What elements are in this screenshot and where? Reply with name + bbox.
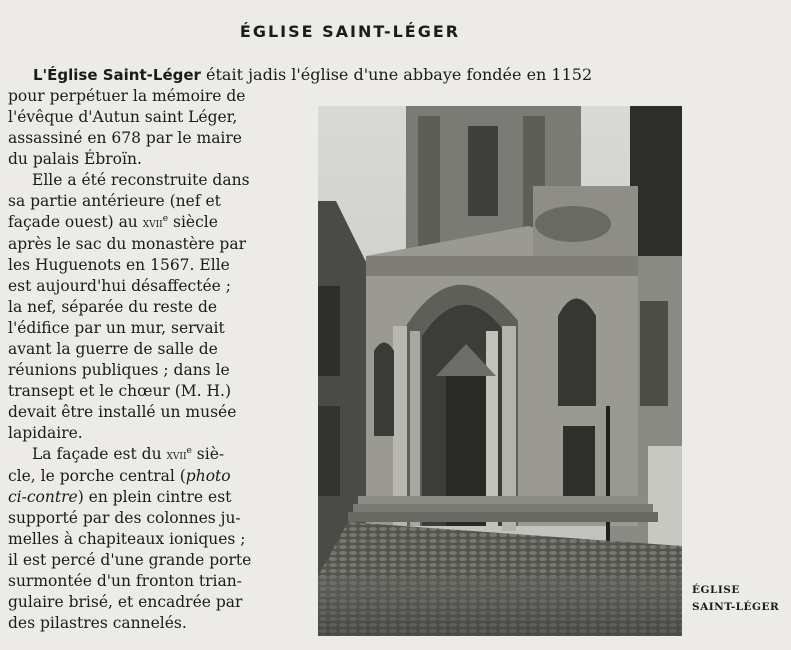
text-line: La façade est du xvii$^e$ siè-: [32, 445, 225, 463]
text-line: devait être installé un musée: [8, 403, 237, 421]
text-line: après le sac du monastère par: [8, 235, 247, 253]
text-line: assassiné en 678 par le maire: [8, 129, 242, 147]
photo-caption: [692, 582, 790, 616]
text-line: est aujourd'hui désaffectée ;: [8, 277, 231, 295]
lead-line: [33, 64, 693, 86]
text-line: réunions publiques ; dans le: [8, 361, 230, 379]
text-line: sa partie antérieure (nef et: [8, 192, 221, 210]
text-line: cle, le porche central (photo: [8, 467, 231, 485]
text-line: gulaire brisé, et encadrée par: [8, 593, 243, 611]
text-line: avant la guerre de salle de: [8, 340, 218, 358]
text-line: surmontée d'un fronton trian-: [8, 572, 242, 590]
text-line: transept et le chœur (M. H.): [8, 382, 232, 400]
lead-rest: était jadis l'église d'une abbaye fondée en 1152: [200, 65, 593, 84]
text-line: melles à chapiteaux ioniques ;: [8, 530, 246, 548]
text-line: ci-contre) en plein cintre est: [8, 488, 232, 506]
text-line: façade ouest) au xvii$^e$ siècle: [8, 213, 218, 231]
text-line: pour perpétuer la mémoire de: [8, 87, 246, 105]
text-line: des pilastres cannelés.: [8, 614, 187, 632]
church-facade-photo: [318, 106, 682, 636]
text-line: la nef, séparée du reste de: [8, 298, 218, 316]
text-line: lapidaire.: [8, 424, 83, 442]
page-title: ÉGLISE SAINT-LÉGER: [239, 22, 461, 41]
article-body: [8, 86, 304, 634]
caption-line: ÉGLISE: [692, 584, 740, 596]
lead-bold: L'Église Saint-Léger: [33, 66, 201, 84]
text-line: du palais Ébroïn.: [8, 150, 142, 168]
text-line: l'évêque d'Autun saint Léger,: [8, 108, 238, 126]
caption-line: SAINT-LÉGER: [692, 601, 780, 613]
text-line: l'édifice par un mur, servait: [8, 319, 225, 337]
text-line: supporté par des colonnes ju-: [8, 509, 241, 527]
text-line: Elle a été reconstruite dans: [32, 171, 250, 189]
text-line: les Huguenots en 1567. Elle: [8, 256, 230, 274]
text-line: il est percé d'une grande porte: [8, 551, 252, 569]
